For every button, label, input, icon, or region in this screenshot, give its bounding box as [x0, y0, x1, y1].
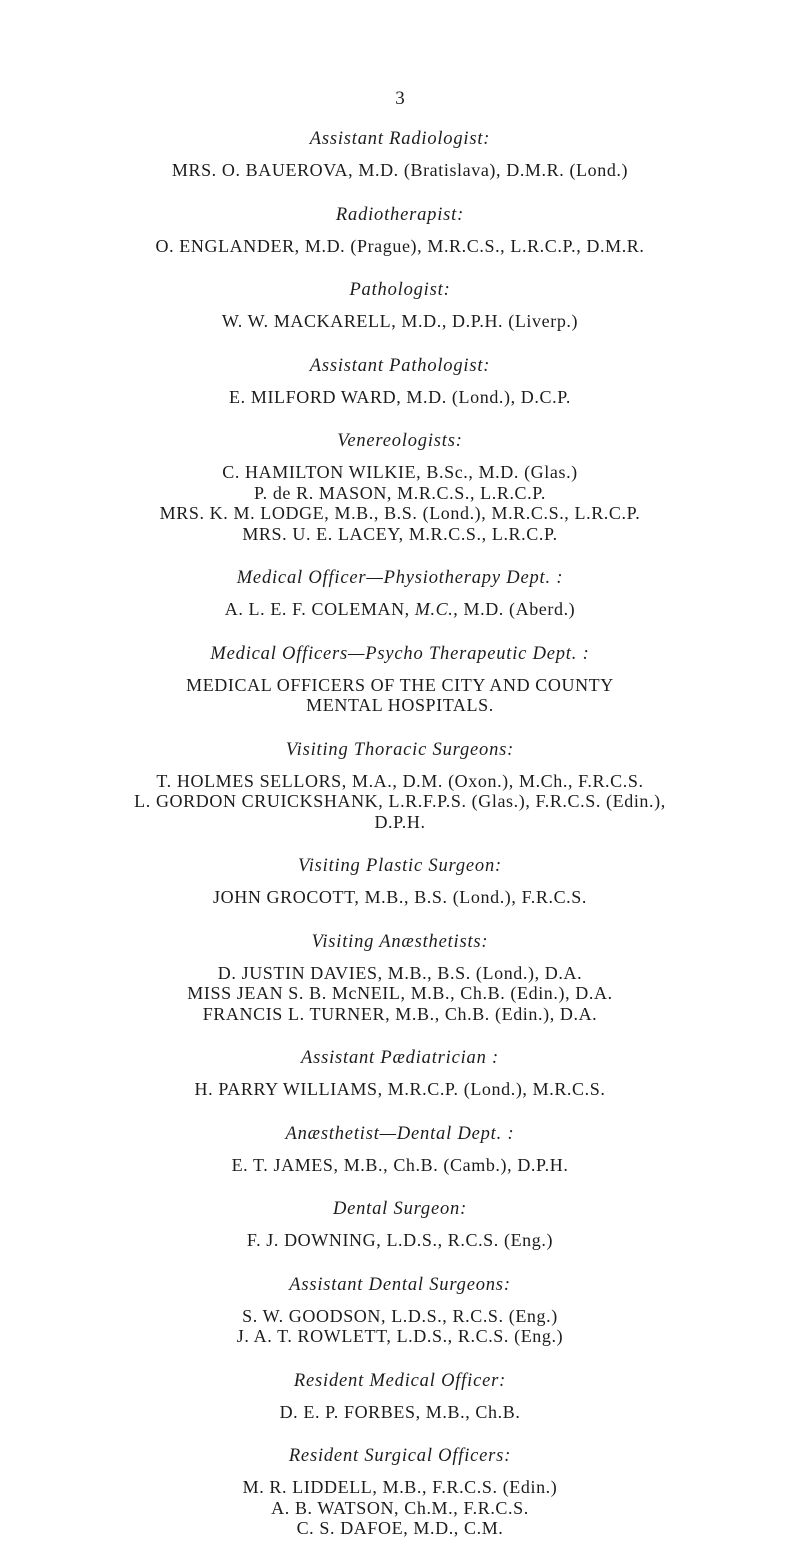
staff-entry: E. MILFORD WARD, M.D. (Lond.), D.C.P. — [229, 386, 571, 407]
staff-entry: MEDICAL OFFICERS OF THE CITY AND COUNTY — [186, 674, 614, 695]
staff-entry: JOHN GROCOTT, M.B., B.S. (Lond.), F.R.C.S. — [213, 887, 587, 907]
section-heading: Assistant Radiologist: — [309, 129, 491, 149]
section-heading: Resident Surgical Officers: — [288, 1446, 512, 1466]
staff-entry: MRS. O. BAUEROVA, M.D. (Bratislava), D.M.R. (Lond.) — [171, 160, 629, 180]
staff-entry: W. W. MACKARELL, M.D., D.P.H. (Liverp.) — [221, 311, 579, 331]
staff-entry: MRS. U. E. LACEY, M.R.C.S., L.R.C.P. — [242, 523, 558, 544]
staff-entry: L. GORDON CRUICKSHANK, L.R.F.P.S. (Glas.), F.R.C.S. (Edin.), — [134, 791, 666, 811]
section-venereologists — [0, 430, 800, 544]
page-number: 3 — [395, 88, 405, 109]
staff-entry: F. J. DOWNING, L.D.S., R.C.S. (Eng.) — [246, 1230, 554, 1250]
section-pathologist — [0, 279, 800, 332]
section-plastic-surgeon — [0, 855, 800, 908]
section-heading: Assistant Dental Surgeons: — [289, 1274, 511, 1295]
section-assistant-dental-surgeons — [0, 1274, 800, 1347]
section-heading: Radiotherapist: — [335, 204, 465, 225]
staff-entry: FRANCIS L. TURNER, M.B., Ch.B. (Edin.), D.A. — [202, 1003, 598, 1024]
section-thoracic-surgeons — [0, 739, 800, 833]
staff-entry: D. JUSTIN DAVIES, M.B., B.S. (Lond.), D.A. — [217, 962, 583, 983]
staff-entry: D.P.H. — [374, 811, 426, 832]
staff-entry: D. E. P. FORBES, M.B., Ch.B. — [279, 1401, 521, 1422]
section-dental-surgeon — [0, 1198, 800, 1251]
staff-entry: A. L. E. F. COLEMAN, M.C., M.D. (Aberd.) — [224, 599, 576, 619]
staff-entry: O. ENGLANDER, M.D. (Prague), M.R.C.S., L.R.C.P., D.M.R. — [155, 235, 645, 256]
section-heading: Pathologist: — [349, 280, 451, 300]
section-resident-medical-officer — [0, 1370, 800, 1423]
section-paediatrician — [0, 1047, 800, 1100]
section-anaesthetists — [0, 931, 800, 1025]
staff-entry: T. HOLMES SELLORS, M.A., D.M. (Oxon.), M.Ch., F.R.C.S. — [156, 770, 644, 791]
section-heading: Venereologists: — [337, 431, 463, 451]
section-heading: Assistant Pathologist: — [309, 355, 491, 376]
section-heading: Anæsthetist—Dental Dept. : — [285, 1123, 515, 1144]
staff-list — [0, 128, 800, 1562]
section-heading: Dental Surgeon: — [332, 1199, 468, 1219]
staff-entry: MISS JEAN S. B. McNEIL, M.B., Ch.B. (Edin.), D.A. — [187, 983, 613, 1003]
staff-entry: A. B. WATSON, Ch.M., F.R.C.S. — [271, 1497, 529, 1518]
section-physiotherapy — [0, 567, 800, 620]
section-assistant-pathologist — [0, 355, 800, 408]
staff-entry: MENTAL HOSPITALS. — [306, 695, 494, 715]
staff-entry: C. HAMILTON WILKIE, B.Sc., M.D. (Glas.) — [222, 462, 578, 482]
staff-entry: J. A. T. ROWLETT, L.D.S., R.C.S. (Eng.) — [236, 1326, 564, 1346]
staff-entry: P. de R. MASON, M.R.C.S., L.R.C.P. — [254, 482, 546, 503]
section-heading: Visiting Plastic Surgeon: — [298, 856, 502, 876]
staff-entry: E. T. JAMES, M.B., Ch.B. (Camb.), D.P.H. — [231, 1154, 569, 1175]
section-heading: Assistant Pædiatrician : — [300, 1048, 500, 1068]
section-heading: Visiting Thoracic Surgeons: — [285, 739, 515, 760]
section-assistant-radiologist — [0, 128, 800, 181]
section-heading: Medical Officers—Psycho Therapeutic Dept. : — [210, 643, 590, 664]
section-psycho-therapeutic — [0, 643, 800, 716]
section-heading: Medical Officer—Physiotherapy Dept. : — [236, 568, 564, 588]
section-anaesthetist-dental — [0, 1123, 800, 1176]
staff-entry: C. S. DAFOE, M.D., C.M. — [296, 1518, 504, 1538]
section-resident-surgical-officers — [0, 1445, 800, 1539]
section-heading: Visiting Anæsthetists: — [311, 931, 489, 952]
staff-entry: MRS. K. M. LODGE, M.B., B.S. (Lond.), M.R.C.S., L.R.C.P. — [159, 503, 641, 523]
staff-entry: H. PARRY WILLIAMS, M.R.C.P. (Lond.), M.R.C.S. — [194, 1079, 606, 1099]
section-radiotherapist — [0, 204, 800, 257]
section-heading: Resident Medical Officer: — [293, 1370, 507, 1391]
staff-entry: S. W. GOODSON, L.D.S., R.C.S. (Eng.) — [242, 1305, 558, 1326]
staff-entry: M. R. LIDDELL, M.B., F.R.C.S. (Edin.) — [242, 1477, 558, 1497]
